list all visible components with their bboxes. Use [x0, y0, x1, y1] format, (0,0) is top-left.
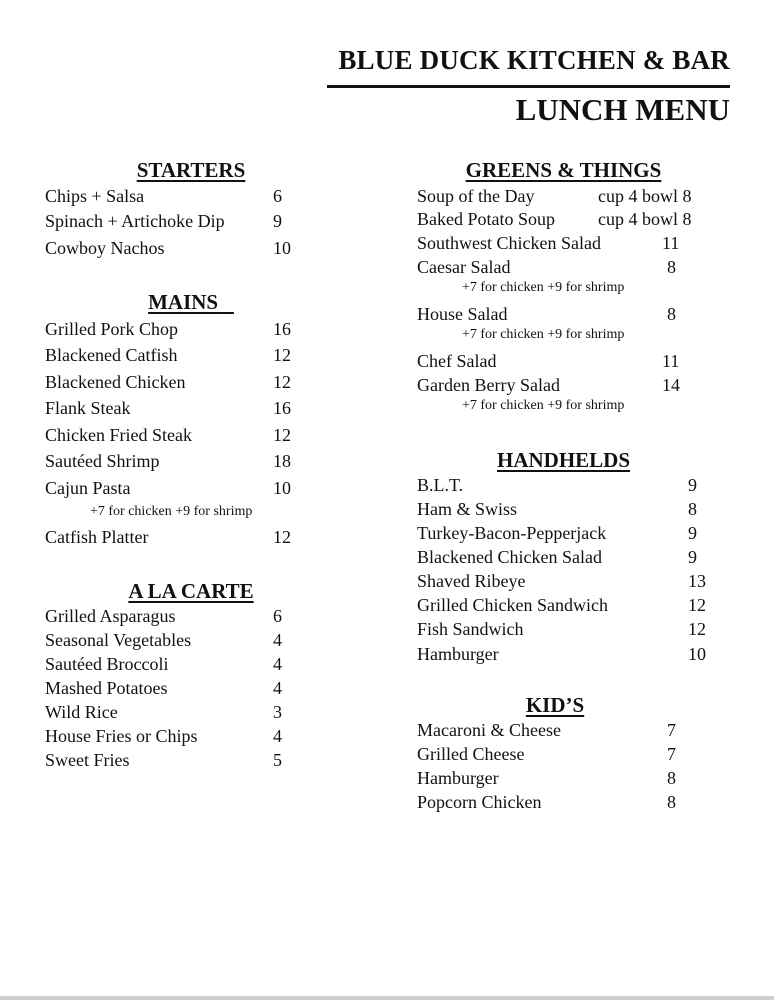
- item-price: 12: [273, 372, 291, 392]
- item-name: Chips + Salsa: [45, 186, 145, 206]
- item-price: 8: [667, 304, 676, 324]
- item-name: Flank Steak: [45, 398, 131, 418]
- item-name: Catfish Platter: [45, 527, 149, 547]
- item-price: 6: [273, 606, 282, 626]
- item-name: Grilled Chicken Sandwich: [417, 595, 608, 615]
- item-name: Soup of the Day: [417, 186, 535, 206]
- item-price: 18: [273, 451, 291, 471]
- item-name: Garden Berry Salad: [417, 375, 560, 395]
- item-price: 7: [667, 720, 676, 740]
- item-name: Baked Potato Soup: [417, 209, 555, 229]
- item-price: 8: [667, 792, 676, 812]
- section-heading-kids: KID’S: [525, 693, 585, 717]
- menu-title: LUNCH MENU: [515, 92, 730, 127]
- item-price: 10: [273, 478, 291, 498]
- section-heading-label: MAINS: [148, 290, 219, 314]
- item-price: 9: [688, 475, 697, 495]
- item-price: 4: [273, 678, 282, 698]
- item-name: Macaroni & Cheese: [417, 720, 561, 740]
- item-price: 12: [688, 595, 706, 615]
- item-name: Hamburger: [417, 768, 499, 788]
- item-price: 14: [662, 375, 680, 395]
- add-protein-note: +7 for chicken +9 for shrimp: [462, 280, 625, 295]
- add-protein-note: +7 for chicken +9 for shrimp: [462, 398, 625, 413]
- item-price: 6: [273, 186, 282, 206]
- page-bottom-edge: [0, 996, 774, 1000]
- item-price: 10: [273, 238, 291, 258]
- add-protein-note: +7 for chicken +9 for shrimp: [90, 504, 253, 519]
- item-name: Grilled Pork Chop: [45, 319, 178, 339]
- section-heading-mains: [45, 290, 337, 314]
- item-price: 11: [662, 233, 680, 253]
- item-name: Sautéed Broccoli: [45, 654, 169, 674]
- item-name: Chicken Fried Steak: [45, 425, 192, 445]
- item-price: 10: [688, 644, 706, 664]
- item-price: 16: [273, 319, 291, 339]
- item-price: 12: [688, 619, 706, 639]
- item-price: 16: [273, 398, 291, 418]
- title-divider: [327, 85, 730, 88]
- item-price: 11: [662, 351, 680, 371]
- item-price: cup 4 bowl 8: [598, 186, 692, 206]
- item-name: Cajun Pasta: [45, 478, 131, 498]
- item-price: 3: [273, 702, 282, 722]
- item-price: 9: [688, 523, 697, 543]
- section-heading-starters: STARTERS: [136, 158, 246, 182]
- item-name: Turkey-Bacon-Pepperjack: [417, 523, 607, 543]
- item-name: Grilled Cheese: [417, 744, 525, 764]
- add-protein-note: +7 for chicken +9 for shrimp: [462, 327, 625, 342]
- item-name: Wild Rice: [45, 702, 118, 722]
- item-name: Blackened Chicken: [45, 372, 186, 392]
- item-price: 8: [667, 257, 676, 277]
- item-price: 4: [273, 726, 282, 746]
- section-heading-handhelds: HANDHELDS: [496, 448, 631, 472]
- item-name: Ham & Swiss: [417, 499, 518, 519]
- item-name: Hamburger: [417, 644, 499, 664]
- item-price: 4: [273, 654, 282, 674]
- item-name: Blackened Chicken Salad: [417, 547, 602, 567]
- section-heading-a-la-carte: A LA CARTE: [128, 579, 254, 603]
- item-price: 12: [273, 425, 291, 445]
- item-name: Caesar Salad: [417, 257, 511, 277]
- section-heading-greens: GREENS & THINGS: [465, 158, 662, 182]
- restaurant-name: BLUE DUCK KITCHEN & BAR: [338, 45, 730, 75]
- item-price: 9: [688, 547, 697, 567]
- item-name: Seasonal Vegetables: [45, 630, 192, 650]
- item-price: 9: [273, 211, 282, 231]
- item-name: Sweet Fries: [45, 750, 130, 770]
- item-name: Sautéed Shrimp: [45, 451, 160, 471]
- item-name: Fish Sandwich: [417, 619, 524, 639]
- item-price: 4: [273, 630, 282, 650]
- item-name: Southwest Chicken Salad: [417, 233, 601, 253]
- item-price: 5: [273, 750, 282, 770]
- item-price: 13: [688, 571, 706, 591]
- item-name: House Fries or Chips: [45, 726, 198, 746]
- item-name: House Salad: [417, 304, 508, 324]
- item-name: Spinach + Artichoke Dip: [45, 211, 225, 231]
- item-name: Cowboy Nachos: [45, 238, 165, 258]
- item-price: 7: [667, 744, 676, 764]
- item-name: Chef Salad: [417, 351, 497, 371]
- item-name: B.L.T.: [417, 475, 464, 495]
- item-name: Shaved Ribeye: [417, 571, 526, 591]
- item-price: 8: [688, 499, 697, 519]
- item-name: Mashed Potatoes: [45, 678, 168, 698]
- item-name: Grilled Asparagus: [45, 606, 176, 626]
- item-name: Blackened Catfish: [45, 345, 178, 365]
- item-name: Popcorn Chicken: [417, 792, 542, 812]
- item-price: 12: [273, 527, 291, 547]
- item-price: cup 4 bowl 8: [598, 209, 692, 229]
- item-price: 8: [667, 768, 676, 788]
- item-price: 12: [273, 345, 291, 365]
